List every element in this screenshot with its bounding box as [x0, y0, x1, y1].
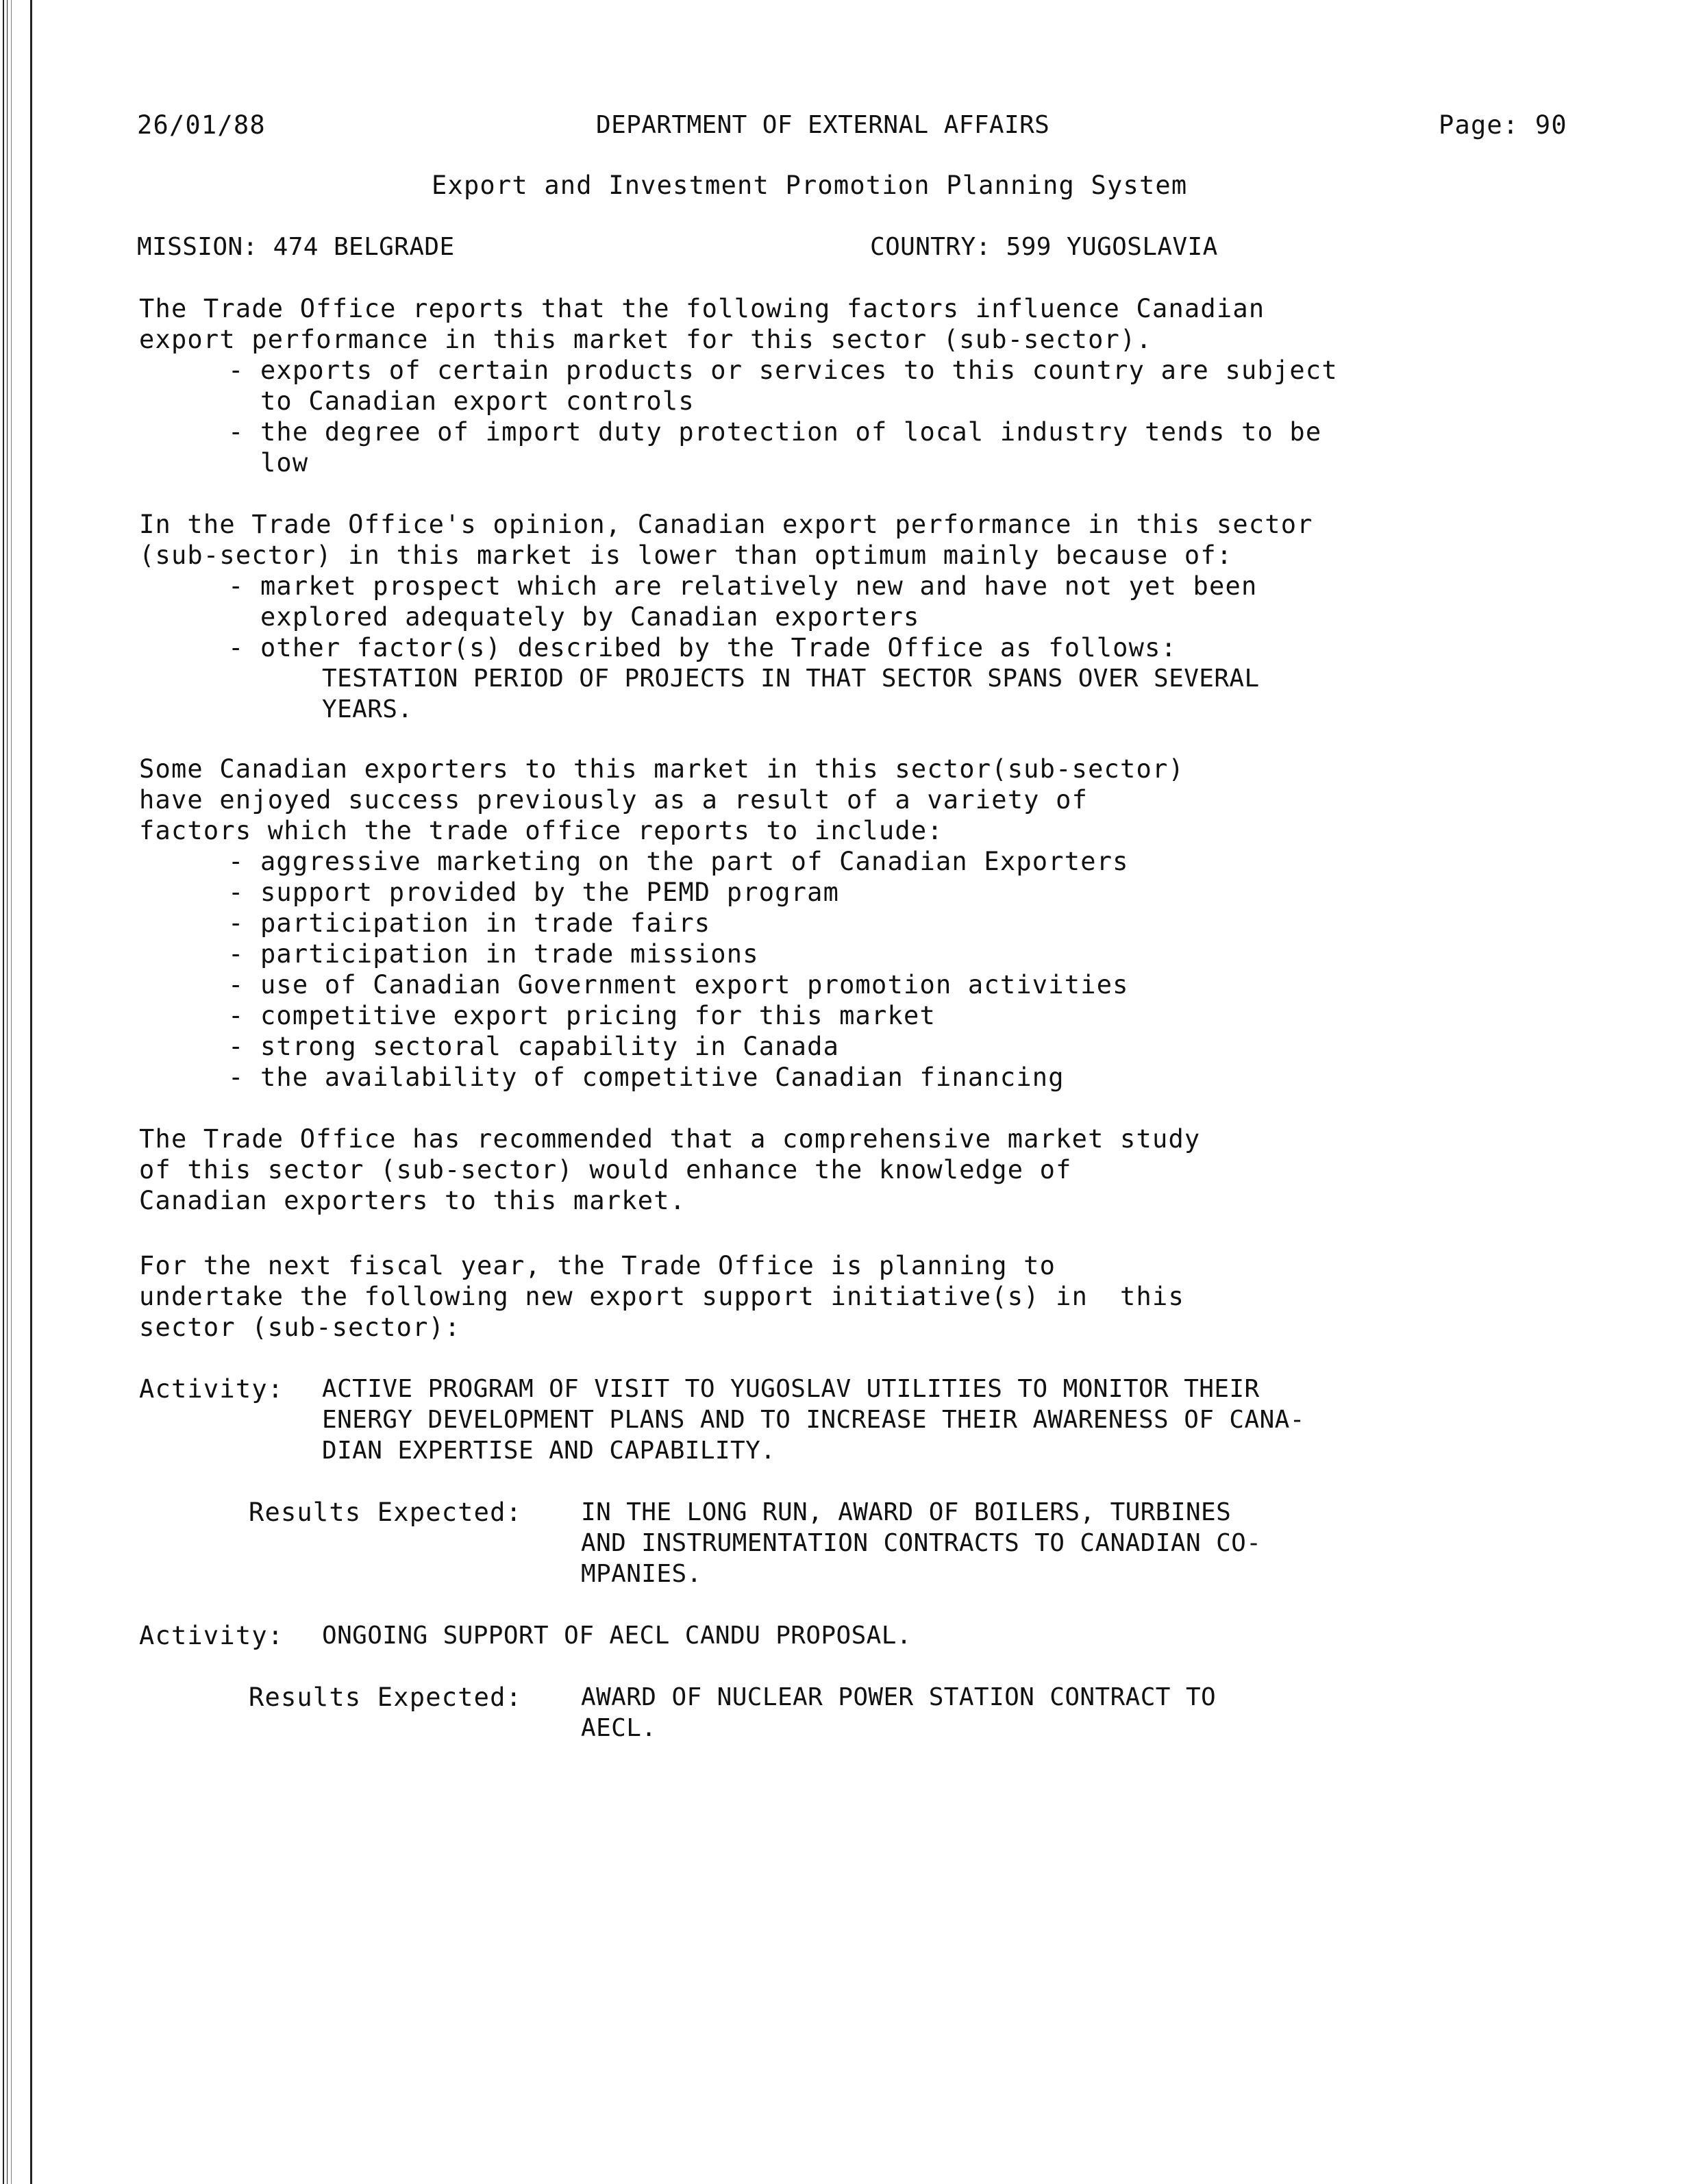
results-text: AWARD OF NUCLEAR POWER STATION CONTRACT TO: [581, 1683, 1217, 1711]
success-item: - participation in trade fairs: [228, 908, 711, 938]
factor-item: to Canadian export controls: [228, 386, 695, 416]
opinion-item: explored adequately by Canadian exporters: [228, 602, 920, 632]
success-item: - use of Canadian Government export promotion activities: [228, 970, 1129, 1000]
results-label: Results Expected:: [249, 1498, 523, 1527]
results-text: MPANIES.: [581, 1560, 702, 1588]
factors-intro-line: export performance in this market for this sector (sub-sector).: [139, 325, 1152, 354]
success-intro-line: have enjoyed success previously as a result of a variety of: [139, 785, 1089, 815]
opinion-detail: YEARS.: [322, 695, 413, 723]
study-line: Canadian exporters to this market.: [139, 1186, 686, 1215]
success-item: - participation in trade missions: [228, 939, 759, 969]
results-text: AND INSTRUMENTATION CONTRACTS TO CANADIAN CO-: [581, 1529, 1262, 1557]
success-intro-line: factors which the trade office reports to include:: [139, 816, 943, 845]
opinion-detail: TESTATION PERIOD OF PROJECTS IN THAT SECTOR SPANS OVER SEVERAL: [322, 665, 1260, 693]
activity-text: ONGOING SUPPORT OF AECL CANDU PROPOSAL.: [322, 1622, 912, 1650]
page-binding-edge: [0, 0, 32, 2184]
factor-item: - the degree of import duty protection of local industry tends to be: [228, 417, 1322, 447]
results-text: AECL.: [581, 1714, 657, 1742]
factor-item: low: [228, 448, 309, 477]
success-item: - support provided by the PEMD program: [228, 878, 840, 907]
activity-label: Activity:: [139, 1621, 284, 1650]
success-item: - competitive export pricing for this market: [228, 1001, 936, 1030]
success-item: - strong sectoral capability in Canada: [228, 1032, 840, 1061]
activity-text: ACTIVE PROGRAM OF VISIT TO YUGOSLAV UTILITIES TO MONITOR THEIR: [322, 1375, 1260, 1403]
initiatives-line: For the next fiscal year, the Trade Office is planning to: [139, 1251, 1056, 1280]
results-label: Results Expected:: [249, 1683, 523, 1712]
activity-text: ENERGY DEVELOPMENT PLANS AND TO INCREASE THEIR AWARENESS OF CANA-: [322, 1406, 1305, 1434]
study-line: The Trade Office has recommended that a comprehensive market study: [139, 1124, 1201, 1154]
activity-text: DIAN EXPERTISE AND CAPABILITY.: [322, 1437, 776, 1465]
study-line: of this sector (sub-sector) would enhance the knowledge of: [139, 1155, 1072, 1184]
initiatives-line: undertake the following new export support initiative(s) in this: [139, 1282, 1184, 1311]
opinion-intro-line: (sub-sector) in this market is lower than optimum mainly because of:: [139, 541, 1233, 570]
opinion-item: - other factor(s) described by the Trade Office as follows:: [228, 633, 1178, 662]
success-intro-line: Some Canadian exporters to this market in this sector(sub-sector): [139, 754, 1184, 784]
factor-item: - exports of certain products or services to this country are subject: [228, 356, 1338, 385]
page-number: Page: 90: [1439, 110, 1567, 140]
activity-label: Activity:: [139, 1374, 284, 1404]
opinion-item: - market prospect which are relatively new and have not yet been: [228, 571, 1258, 601]
initiatives-line: sector (sub-sector):: [139, 1313, 461, 1342]
department-title: DEPARTMENT OF EXTERNAL AFFAIRS: [596, 111, 1050, 139]
report-date: 26/01/88: [137, 110, 266, 140]
mission-label: MISSION: 474 BELGRADE: [137, 233, 455, 261]
system-title: Export and Investment Promotion Planning System: [432, 171, 1188, 200]
opinion-intro-line: In the Trade Office's opinion, Canadian export performance in this sector: [139, 510, 1313, 539]
results-text: IN THE LONG RUN, AWARD OF BOILERS, TURBINES: [581, 1498, 1232, 1526]
success-item: - the availability of competitive Canadian financing: [228, 1063, 1065, 1092]
success-item: - aggressive marketing on the part of Canadian Exporters: [228, 847, 1129, 876]
factors-intro-line: The Trade Office reports that the following factors influence Canadian: [139, 294, 1265, 323]
country-label: COUNTRY: 599 YUGOSLAVIA: [870, 233, 1218, 261]
